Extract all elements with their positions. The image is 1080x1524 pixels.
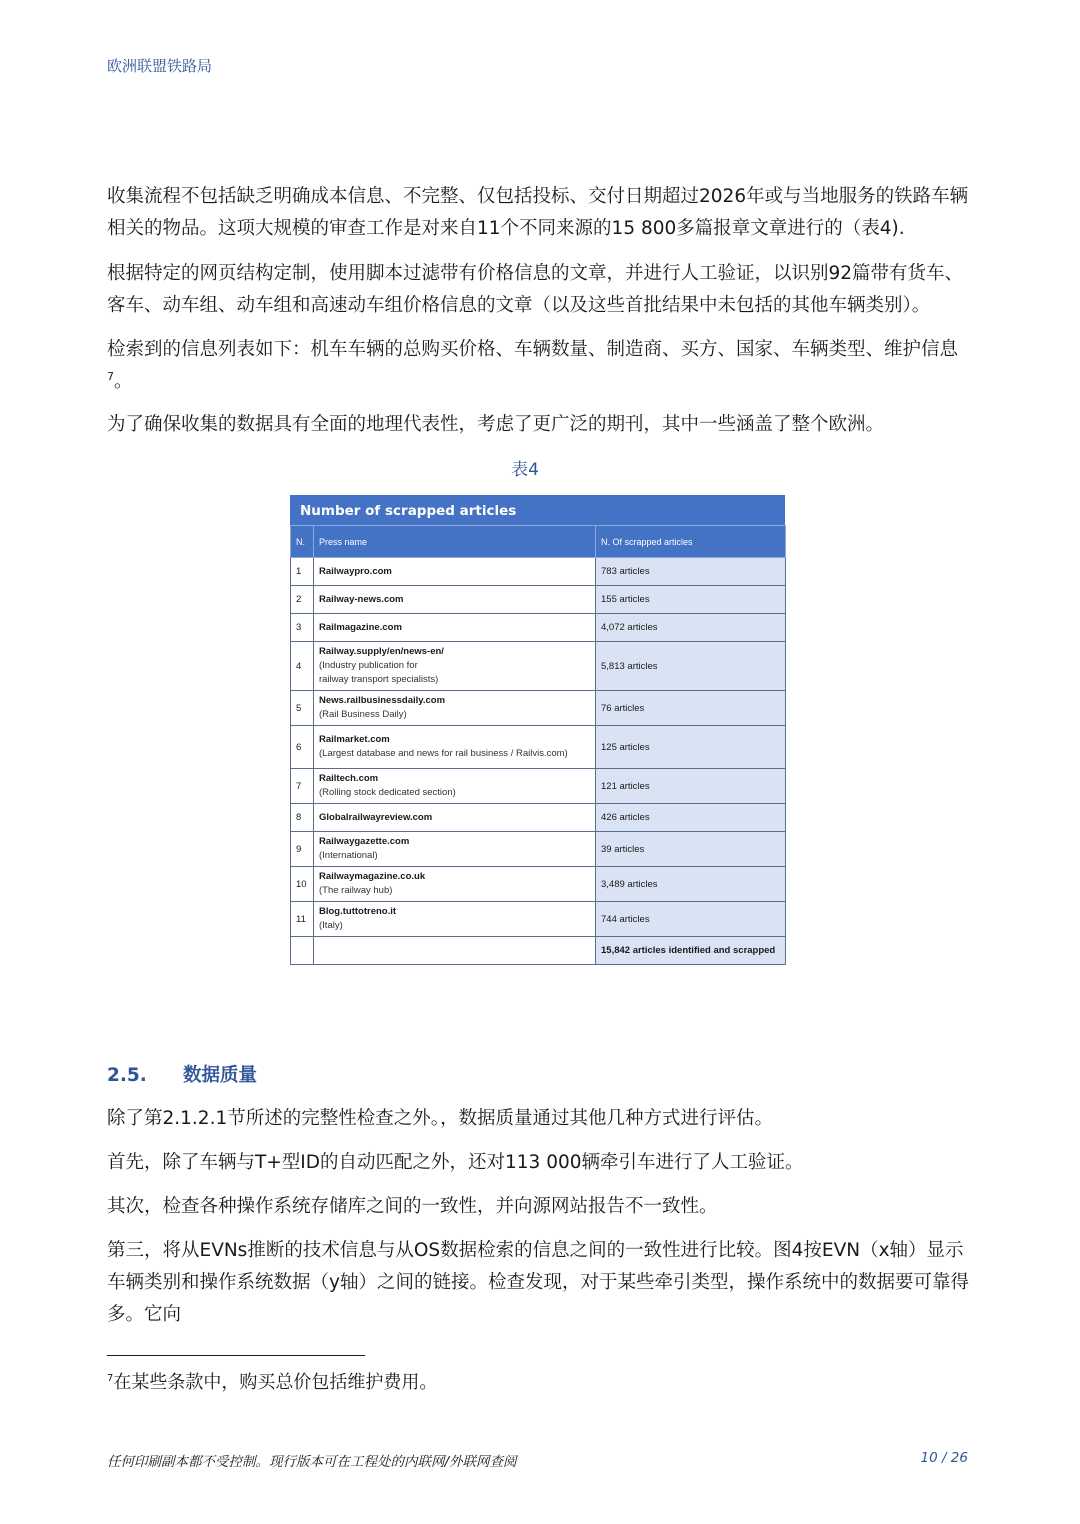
footnote-reference[interactable]: 7: [107, 369, 114, 383]
table-row: [291, 614, 786, 642]
press-cell: [314, 614, 596, 642]
article-count: 125 articles: [596, 726, 786, 769]
press-description: (Italy): [319, 920, 343, 931]
header-number: N.: [291, 526, 314, 558]
press-name: Railwaymagazine.co.uk: [319, 871, 426, 882]
article-count: 426 articles: [596, 804, 786, 832]
press-description: railway transport specialists): [319, 674, 439, 685]
total-empty-cell: [291, 937, 314, 965]
total-empty-cell: [314, 937, 596, 965]
table-row: [291, 726, 786, 769]
header-press-name: Press name: [314, 526, 596, 558]
press-name: Blog.tuttotreno.it: [319, 906, 397, 917]
press-cell: [314, 769, 596, 804]
press-description: (Industry publication for: [319, 660, 418, 671]
press-description: (Rail Business Daily): [319, 709, 407, 720]
paragraph-geographic: [107, 409, 977, 441]
paragraph-text-end: 。: [114, 371, 133, 392]
press-cell: [314, 691, 596, 726]
press-cell: [314, 726, 596, 769]
paragraph-text: 收集流程不包括缺乏明确成本信息、不完整、仅包括投标、交付日期超过2026年或与当地服务的铁路车辆相关的物品。这项大规模的审查工作是对来自11个不同来源的15 800多篇报章文章进行的（表4).: [107, 186, 969, 239]
paragraph-text: 根据特定的网页结构定制，使用脚本过滤带有价格信息的文章，并进行人工验证，以识别92篇带有货车、客车、动车组、动车组和高速动车组价格信息的文章（以及这些首批结果中未包括的其他车辆类别）。: [107, 263, 964, 316]
table-row: [291, 804, 786, 832]
header-organization: 欧洲联盟铁路局: [107, 57, 213, 75]
paragraph-quality-first: [107, 1147, 977, 1179]
table-row: [291, 832, 786, 867]
paragraph-collection-process: [107, 181, 977, 245]
press-cell: [314, 804, 596, 832]
table-caption: 表4: [511, 460, 539, 480]
paragraph-quality-intro: [107, 1103, 977, 1135]
paragraph-retrieved-info: [107, 334, 977, 398]
paragraph-text: [107, 334, 977, 398]
press-name: Railmarket.com: [319, 734, 390, 745]
press-cell: [314, 902, 596, 937]
paragraph-text-main: 检索到的信息列表如下：机车车辆的总购买价格、车辆数量、制造商、买方、国家、车辆类型、维护信息: [107, 339, 959, 360]
press-name: Railway-news.com: [319, 593, 404, 605]
total-articles: 15,842 articles identified and scrapped: [596, 937, 786, 965]
press-name: Railmagazine.com: [319, 621, 402, 633]
article-count: 155 articles: [596, 586, 786, 614]
table-row: [291, 642, 786, 691]
press-description: (Rolling stock dedicated section): [319, 787, 456, 798]
page-number: 10 / 26: [920, 1450, 968, 1466]
press-cell: [314, 586, 596, 614]
footnote-text: 在某些条款中，购买总价包括维护费用。: [113, 1372, 438, 1393]
row-number: 6: [291, 726, 314, 769]
paragraph-text: 第三，将从EVNs推断的技术信息与从OS数据检索的信息之间的一致性进行比较。图4按EVN（x轴）显示车辆类别和操作系统数据（y轴）之间的链接。检查发现，对于某些牵引类型，操作系统中的数据要可靠得多。它向: [107, 1240, 969, 1325]
press-name: Railwaygazette.com: [319, 836, 410, 847]
table-total-row: [291, 937, 786, 965]
press-name: Globalrailwayreview.com: [319, 811, 433, 823]
article-count: 3,489 articles: [596, 867, 786, 902]
table-header-row: [291, 526, 786, 558]
article-count: 39 articles: [596, 832, 786, 867]
table-row: [291, 867, 786, 902]
row-number: 10: [291, 867, 314, 902]
table-grid: [290, 525, 786, 965]
paragraph-quality-second: [107, 1191, 977, 1223]
press-name: News.railbusinessdaily.com: [319, 695, 446, 706]
press-cell: [314, 558, 596, 586]
section-heading: [107, 1061, 257, 1087]
press-name: Railway.supply/en/news-en/: [319, 646, 444, 657]
footnote-divider: [107, 1355, 365, 1356]
press-description: (The railway hub): [319, 885, 393, 896]
press-name: Railtech.com: [319, 773, 379, 784]
row-number: 8: [291, 804, 314, 832]
table-row: [291, 691, 786, 726]
paragraph-text: 除了第2.1.2.1节所述的完整性检查之外。，数据质量通过其他几种方式进行评估。: [107, 1108, 773, 1129]
header-article-count: N. Of scrapped articles: [596, 526, 786, 558]
row-number: 9: [291, 832, 314, 867]
press-description: (International): [319, 850, 378, 861]
press-cell: [314, 832, 596, 867]
row-number: 1: [291, 558, 314, 586]
paragraph-script-filtering: [107, 258, 977, 322]
row-number: 3: [291, 614, 314, 642]
press-name: Railwaypro.com: [319, 565, 392, 577]
table-title: Number of scrapped articles: [290, 495, 785, 525]
article-count: 5,813 articles: [596, 642, 786, 691]
article-count: 744 articles: [596, 902, 786, 937]
row-number: 4: [291, 642, 314, 691]
table-row: [291, 902, 786, 937]
scrapped-articles-table: [290, 495, 785, 965]
section-title: 数据质量: [183, 1065, 258, 1086]
footnote-mark: 7: [107, 1373, 114, 1384]
footnote: [107, 1368, 437, 1394]
table-row: [291, 558, 786, 586]
press-cell: [314, 642, 596, 691]
row-number: 7: [291, 769, 314, 804]
section-number: 2.5.: [107, 1065, 147, 1086]
table-row: [291, 769, 786, 804]
paragraph-text: 首先，除了车辆与T+型ID的自动匹配之外，还对113 000辆牵引车进行了人工验证。: [107, 1152, 804, 1173]
article-count: 76 articles: [596, 691, 786, 726]
table-row: [291, 586, 786, 614]
press-description: (Largest database and news for rail business / Railvis.com): [319, 748, 568, 759]
row-number: 2: [291, 586, 314, 614]
article-count: 121 articles: [596, 769, 786, 804]
article-count: 4,072 articles: [596, 614, 786, 642]
paragraph-quality-third: [107, 1235, 977, 1331]
paragraph-text: 为了确保收集的数据具有全面的地理代表性，考虑了更广泛的期刊，其中一些涵盖了整个欧洲。: [107, 414, 885, 435]
article-count: 783 articles: [596, 558, 786, 586]
row-number: 5: [291, 691, 314, 726]
press-cell: [314, 867, 596, 902]
footer-disclaimer: 任何印刷副本都不受控制。现行版本可在工程处的内联网/外联网查阅: [107, 1454, 517, 1470]
paragraph-text: 其次，检查各种操作系统存储库之间的一致性，并向源网站报告不一致性。: [107, 1196, 718, 1217]
row-number: 11: [291, 902, 314, 937]
